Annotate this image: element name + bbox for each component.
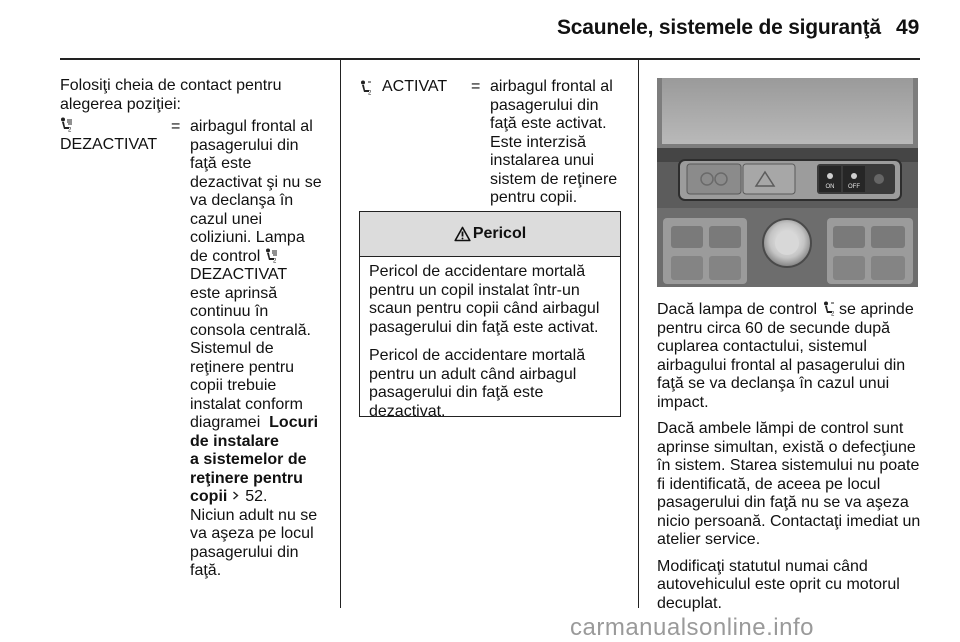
photo-button-on: ON [825,184,835,190]
desc-line: va declanşa în [190,192,294,209]
desc-line: faţă este [190,155,252,172]
svg-text:2: 2 [68,127,72,132]
desc-line: instalat conform [190,395,303,413]
desc-line: dezactivat şi nu se [190,173,322,191]
installation-link-part[interactable]: copii [190,488,228,505]
desc-line: airbagul frontal al [190,118,313,135]
desc-line: faţă. [190,562,222,579]
desc-line: sistem de reţinere [490,170,618,188]
paragraph-lamp-end: se aprinde pentru circa 60 de secunde după cuplarea contactului, sistemul airbagului frontal al pasagerului din faţă se va declanşa în cazul unui impact. [657,301,914,411]
column-divider-left [340,60,341,608]
right-text [657,301,922,613]
svg-text:2: 2 [368,90,372,95]
dashboard-photo [657,78,918,287]
desc-line: este aprinsă [190,284,278,302]
airbag-on-icon [359,80,372,95]
danger-header [360,212,620,257]
desc-line: va aşeza pe locul [190,525,314,542]
danger-body [360,257,620,421]
airbag-on-icon [822,301,835,316]
intro-text: Folosiţi cheia de contact pentru alegerea poziţiei: [60,77,282,113]
desc-line: copii trebuie [190,377,277,394]
svg-text:2: 2 [830,311,834,316]
installation-link-part[interactable]: de instalare [190,432,279,450]
airbag-off-icon [60,117,73,132]
equals-sign: = [171,118,181,135]
column-divider-right [638,60,639,608]
watermark-text: carmanualsonline.info [570,614,814,641]
danger-paragraph: Pericol de accidentare mortală pentru un copil instalat într-un scaun pentru copii când airbagul pasagerului din faţă este activat. [369,263,600,336]
desc-line: pasagerului din [190,136,299,154]
warning-triangle-icon [454,226,471,242]
desc-line: reţinere pentru [190,358,295,376]
installation-link-part[interactable]: reţinere pentru [190,469,303,487]
danger-paragraph: Pericol de accidentare mortală pentru un adult când airbagul pasagerului din faţă este dezactivat. [369,347,586,420]
installation-link-part[interactable]: a sistemelor de [190,451,307,468]
reference-page[interactable]: 52. [245,488,268,505]
danger-label: Pericol [472,225,527,242]
reference-arrow-icon [232,488,241,503]
desc-line: airbagul frontal al [490,78,613,95]
desc-line: pasagerului din [190,543,299,561]
installation-link-part[interactable]: Locuri [269,414,319,431]
desc-line: continuu în [190,303,269,320]
header-rule [60,58,920,60]
term-activat: ACTIVAT [382,78,448,95]
paragraph-lamp-start: Dacă lampa de control [657,301,818,318]
activat-description [490,78,630,208]
desc-line: DEZACTIVAT [190,266,288,283]
desc-line: instalarea unui [490,152,595,169]
equals-sign: = [471,78,481,95]
photo-button-off: OFF [848,184,860,190]
airbag-off-icon [265,248,278,263]
paragraph-fault: Dacă ambele lămpi de control sunt aprinse simultan, există o defecţiune în sistem. Starea sistemului nu poate fi identificată, de aceea pe locul pasagerului din faţă nu se va aşeza nicio persoană. Contactaţi imediat un atelier service. [657,420,921,548]
dezactivat-description [190,118,335,581]
desc-line: cazul unei [190,210,263,228]
term-dezactivat: DEZACTIVAT [60,136,158,153]
desc-line-text: de control [190,247,261,265]
paragraph-lamp [657,301,922,412]
paragraph-change: Modificaţi statutul numai când autovehiculul este oprit cu motorul decuplat. [657,557,900,612]
svg-text:2: 2 [272,258,277,263]
page-header-title: Scaunele, sistemele de siguranţă [557,16,881,39]
desc-line: pentru copii. [490,189,578,206]
page-number: 49 [896,16,920,39]
desc-line: coliziuni. Lampa [190,229,305,246]
desc-line: pasagerului din [490,96,599,114]
page-reference [190,488,335,507]
desc-line-with-link [190,414,335,433]
desc-line: Sistemul de [190,340,274,357]
desc-line-text: diagramei [190,414,261,431]
desc-line: faţă este activat. [490,115,607,132]
desc-line: Niciun adult nu se [190,506,318,524]
desc-line-with-icon [190,248,335,267]
desc-line: consola centrală. [190,321,311,339]
desc-line: Este interzisă [490,133,587,151]
danger-warning-box [359,211,621,420]
